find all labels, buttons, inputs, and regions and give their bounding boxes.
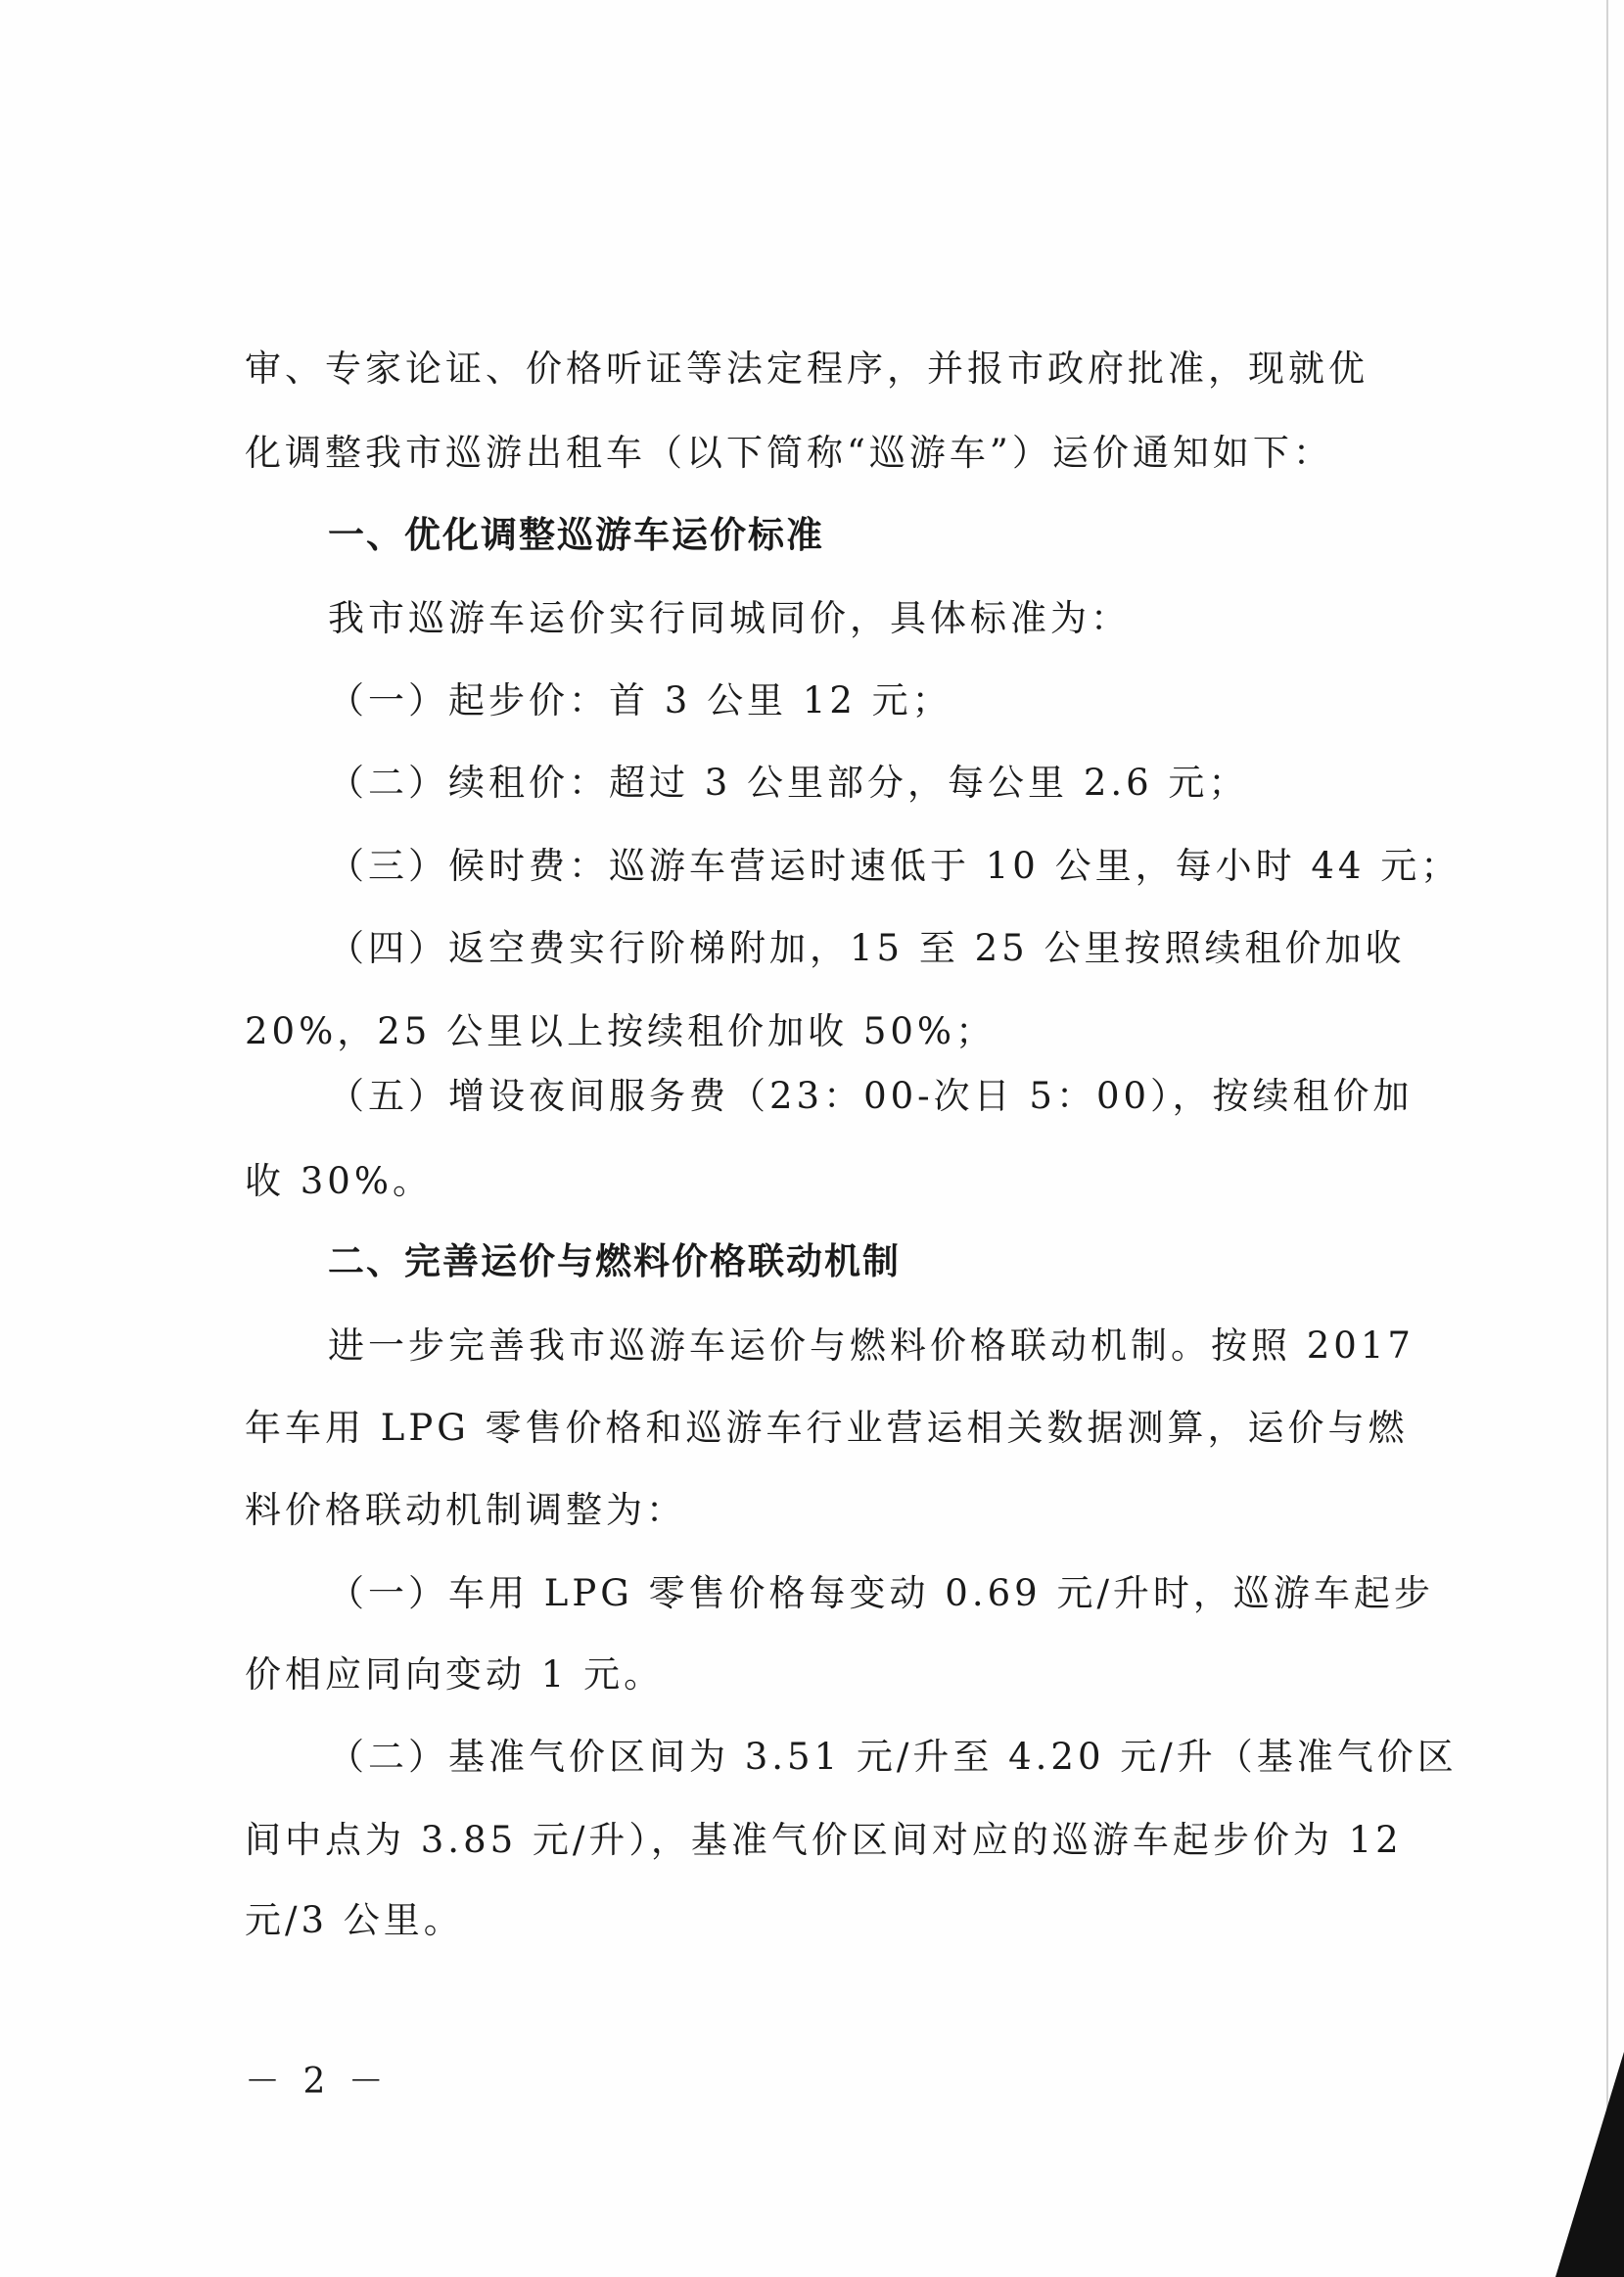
list-item-2: （二）续租价：超过 3 公里部分，每公里 2.6 元； [328,762,1249,804]
body-line-15: 料价格联动机制调整为： [245,1489,686,1531]
page-number: － 2 － [245,2062,390,2102]
list-item-6-cont: 价相应同向变动 1 元。 [245,1653,665,1696]
body-line-4: 我市巡游车运价实行同城同价，具体标准为： [328,597,1131,639]
body-line-13: 进一步完善我市巡游车运价与燃料价格联动机制。按照 2017 [328,1324,1415,1367]
list-item-4: （四）返空费实行阶梯附加，15 至 25 公里按照续租价加收 [328,927,1406,969]
list-item-1: （一）起步价：首 3 公里 12 元； [328,679,952,721]
list-item-7-end: 元/3 公里。 [245,1899,464,1941]
body-line-1: 审、专家论证、价格听证等法定程序，并报市政府批准，现就优 [245,348,1369,390]
list-item-7: （二）基准气价区间为 3.51 元/升至 4.20 元/升（基准气价区 [328,1736,1458,1778]
scan-corner-shadow [1555,2052,1624,2277]
list-item-6: （一）车用 LPG 零售价格每变动 0.69 元/升时，巡游车起步 [328,1572,1434,1614]
list-item-7-cont: 间中点为 3.85 元/升），基准气价区间对应的巡游车起步价为 12 [245,1819,1403,1861]
body-line-14: 年车用 LPG 零售价格和巡游车行业营运相关数据测算，运价与燃 [245,1407,1409,1449]
list-item-3: （三）候时费：巡游车营运时速低于 10 公里，每小时 44 元； [328,845,1462,887]
list-item-5: （五）增设夜间服务费（23：00-次日 5：00），按续租价加 [328,1075,1414,1117]
list-item-5-cont: 收 30%。 [245,1160,433,1202]
section-heading-2: 二、完善运价与燃料价格联动机制 [328,1240,901,1282]
scan-edge-line [1606,0,1608,2277]
section-heading-1: 一、优化调整巡游车运价标准 [328,514,824,556]
list-item-4-cont: 20%，25 公里以上按续租价加收 50%； [245,1010,997,1052]
body-line-2: 化调整我市巡游出租车（以下简称“巡游车”）运价通知如下： [245,432,1333,474]
